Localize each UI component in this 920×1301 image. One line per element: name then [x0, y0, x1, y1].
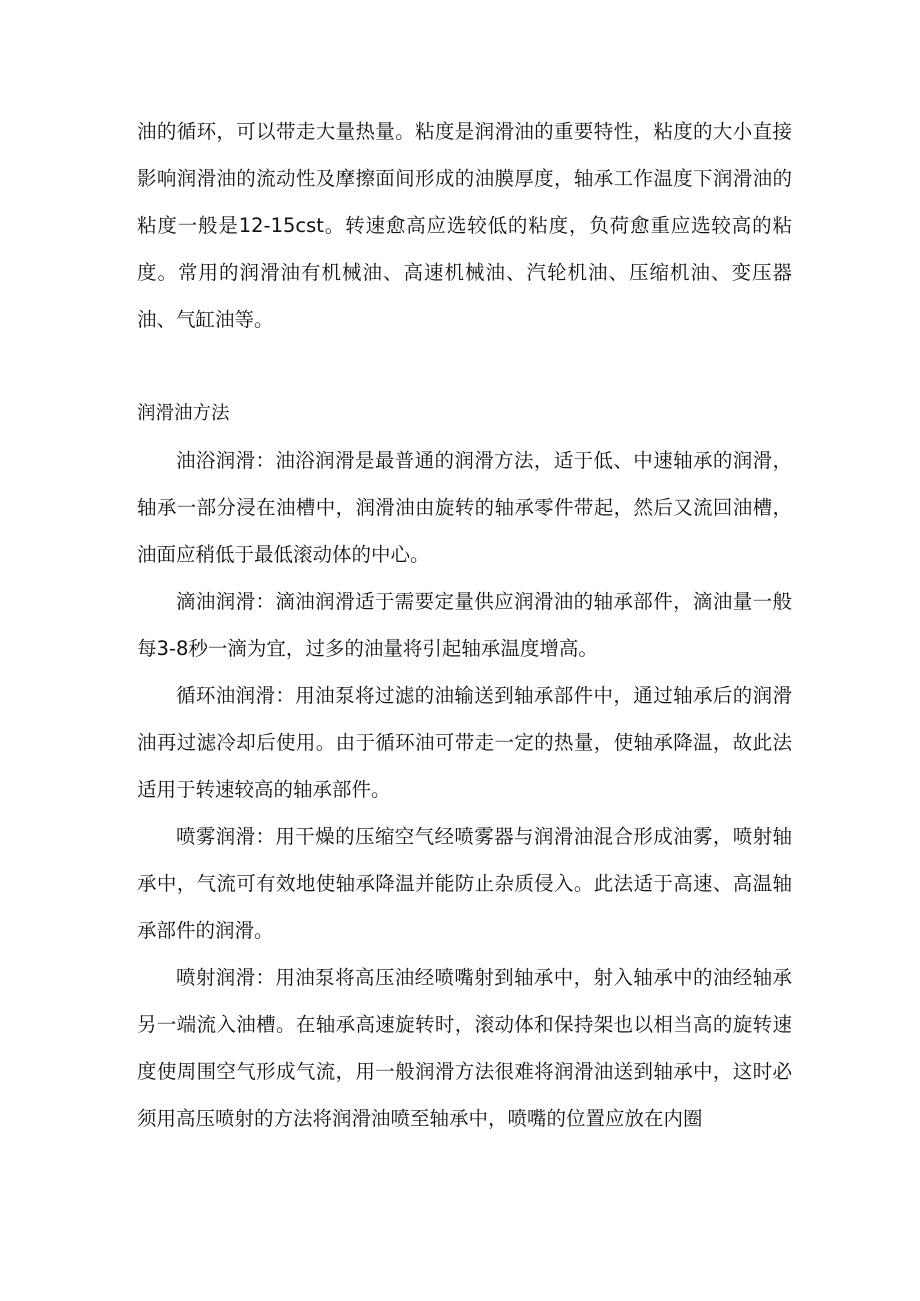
- method-oil-bath-paragraph: 油浴润滑：油浴润滑是最普通的润滑方法，适于低、中速轴承的润滑，轴承一部分浸在油槽中，润滑油由旋转的轴承零件带起，然后又流回油槽，油面应稍低于最低滚动体的中心。: [137, 449, 792, 566]
- intro-paragraph: 油的循环，可以带走大量热量。粘度是润滑油的重要特性，粘度的大小直接影响润滑油的流动性及摩擦面间形成的油膜厚度，轴承工作温度下润滑油的粘度一般是12-15cst。转速愈高应选较低的粘度，负荷愈重应选较高的粘度。常用的润滑油有机械油、高速机械油、汽轮机油、压缩机油、变压器油、气缸油等。: [137, 120, 792, 331]
- method-oil-mist-paragraph: 喷雾润滑：用干燥的压缩空气经喷雾器与润滑油混合形成油雾，喷射轴承中，气流可有效地使轴承降温并能防止杂质侵入。此法适于高速、高温轴承部件的润滑。: [137, 825, 792, 942]
- method-oil-jet-paragraph: 喷射润滑：用油泵将高压油经喷嘴射到轴承中，射入轴承中的油经轴承另一端流入油槽。在轴承高速旋转时，滚动体和保持架也以相当高的旋转速度使周围空气形成气流，用一般润滑方法很难将润滑油送到轴承中，这时必须用高压喷射的方法将润滑油喷至轴承中，喷嘴的位置应放在内圈: [137, 966, 792, 1130]
- paragraph-gap: [137, 343, 792, 390]
- method-circulating-oil-paragraph: 循环油润滑：用油泵将过滤的油输送到轴承部件中，通过轴承后的润滑油再过滤冷却后使用。由于循环油可带走一定的热量，使轴承降温，故此法适用于转速较高的轴承部件。: [137, 684, 792, 801]
- section-heading: 润滑油方法: [137, 403, 230, 424]
- document-body: [137, 108, 792, 1142]
- method-drip-oil-paragraph: 滴油润滑：滴油润滑适于需要定量供应润滑油的轴承部件，滴油量一般每3-8秒一滴为宜，过多的油量将引起轴承温度增高。: [137, 590, 792, 660]
